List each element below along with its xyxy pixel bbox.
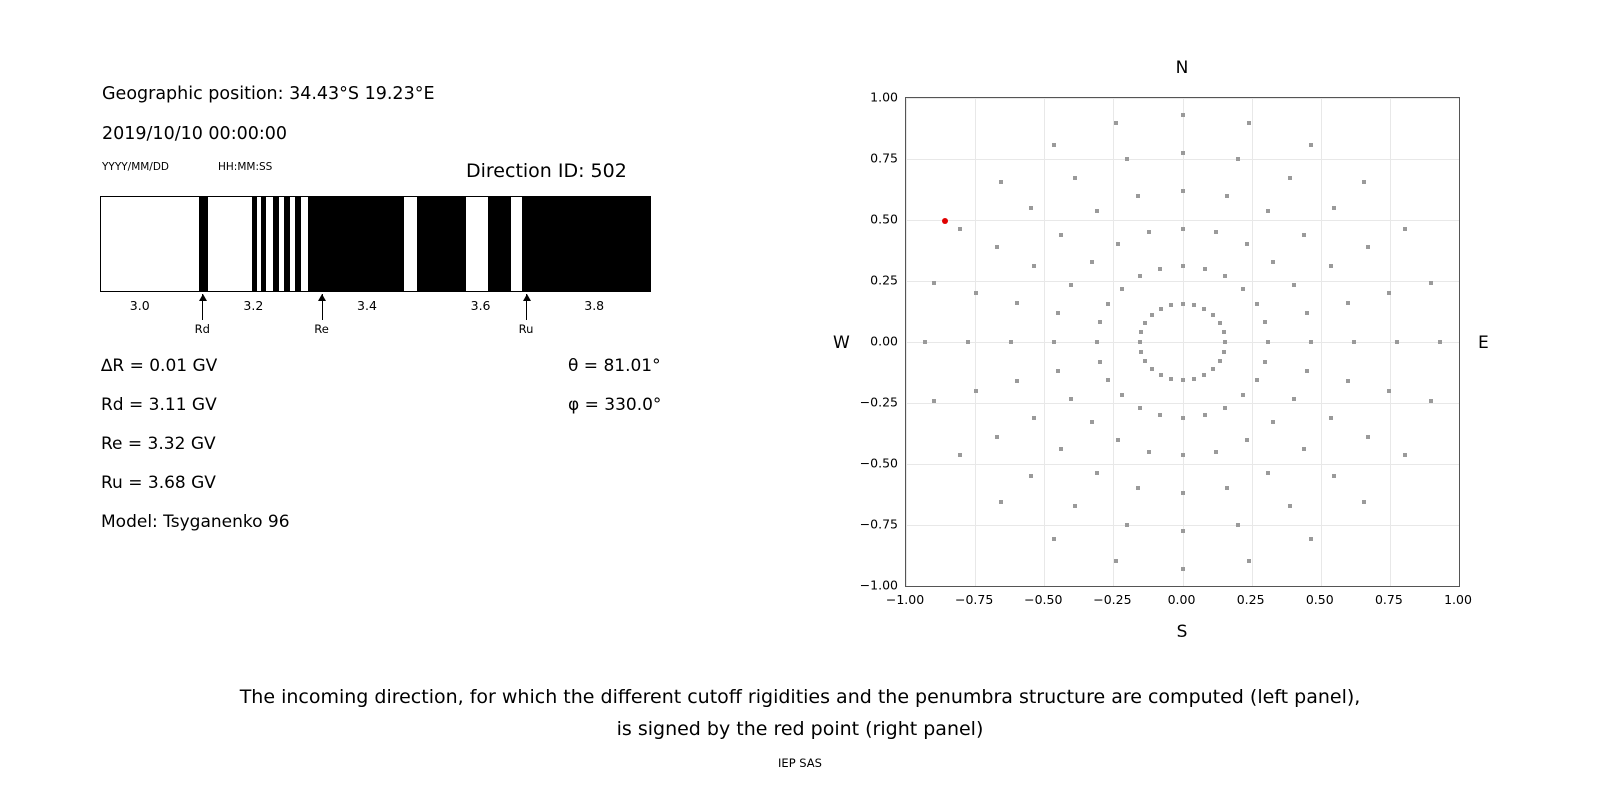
gridline-horizontal	[906, 342, 1459, 343]
direction-point[interactable]	[1169, 377, 1173, 381]
penumbra-tick-label: 3.6	[470, 298, 491, 313]
penumbra-tick-label: 3.0	[129, 298, 150, 313]
direction-point[interactable]	[974, 291, 978, 295]
direction-point[interactable]	[1192, 303, 1196, 307]
direction-point[interactable]	[1222, 330, 1226, 334]
y-tick-label: −0.75	[859, 516, 898, 532]
direction-point[interactable]	[958, 227, 962, 231]
direction-point[interactable]	[1329, 264, 1333, 268]
gridline-horizontal	[906, 159, 1459, 160]
footer-credit: IEP SAS	[778, 756, 822, 770]
direction-point[interactable]	[1095, 340, 1099, 344]
gridline-horizontal	[906, 525, 1459, 526]
direction-point[interactable]	[1211, 367, 1215, 371]
direction-point[interactable]	[1263, 320, 1267, 324]
direction-point[interactable]	[1090, 260, 1094, 264]
direction-point[interactable]	[966, 340, 970, 344]
penumbra-tick-label: 3.2	[243, 298, 264, 313]
direction-point[interactable]	[1266, 471, 1270, 475]
selected-direction-point[interactable]	[942, 218, 948, 224]
direction-point[interactable]	[1214, 230, 1218, 234]
stat-phi: φ = 330.0°	[568, 395, 662, 415]
direction-point[interactable]	[923, 340, 927, 344]
direction-point[interactable]	[1116, 438, 1120, 442]
direction-point[interactable]	[1387, 291, 1391, 295]
direction-point[interactable]	[1214, 450, 1218, 454]
stat-theta: θ = 81.01°	[568, 356, 661, 376]
penumbra-band	[261, 197, 267, 291]
direction-point[interactable]	[1223, 340, 1227, 344]
direction-point[interactable]	[1059, 447, 1063, 451]
direction-point[interactable]	[1218, 359, 1222, 363]
direction-point[interactable]	[1223, 406, 1227, 410]
penumbra-marker-label: Ru	[518, 322, 534, 336]
direction-point[interactable]	[1429, 281, 1433, 285]
direction-point[interactable]	[1366, 245, 1370, 249]
direction-point[interactable]	[1159, 307, 1163, 311]
direction-point[interactable]	[1114, 559, 1118, 563]
direction-point[interactable]	[1225, 194, 1229, 198]
direction-point[interactable]	[1211, 313, 1215, 317]
direction-point[interactable]	[1125, 157, 1129, 161]
sky-map-plot	[905, 97, 1460, 587]
direction-point[interactable]	[995, 435, 999, 439]
direction-point[interactable]	[1332, 206, 1336, 210]
penumbra-chart	[100, 196, 651, 292]
compass-label-west: W	[833, 333, 850, 353]
time-format-hint: HH:MM:SS	[218, 161, 273, 173]
x-tick-label: 0.00	[1167, 592, 1196, 607]
penumbra-marker-label: Rd	[194, 322, 210, 336]
penumbra-band	[488, 197, 510, 291]
direction-point[interactable]	[932, 281, 936, 285]
direction-point[interactable]	[1032, 416, 1036, 420]
direction-point[interactable]	[1403, 227, 1407, 231]
direction-point[interactable]	[1245, 242, 1249, 246]
direction-point[interactable]	[1073, 176, 1077, 180]
direction-point[interactable]	[1305, 369, 1309, 373]
direction-point[interactable]	[1181, 378, 1185, 382]
penumbra-band	[252, 197, 257, 291]
gridline-horizontal	[906, 586, 1459, 587]
caption-line-1: The incoming direction, for which the different cutoff rigidities and the penumbra structure are computed (left panel),	[239, 686, 1361, 708]
direction-point[interactable]	[1366, 435, 1370, 439]
direction-point[interactable]	[1139, 350, 1143, 354]
direction-point[interactable]	[1346, 301, 1350, 305]
direction-point[interactable]	[1395, 340, 1399, 344]
penumbra-marker-re	[322, 294, 323, 320]
direction-point[interactable]	[1309, 340, 1313, 344]
penumbra-marker-ru	[526, 294, 527, 320]
direction-point[interactable]	[1056, 369, 1060, 373]
direction-point[interactable]	[1305, 311, 1309, 315]
gridline-vertical	[1459, 98, 1460, 586]
direction-point[interactable]	[1181, 491, 1185, 495]
direction-point[interactable]	[1245, 438, 1249, 442]
stat-delta-r: ∆R = 0.01 GV	[101, 356, 218, 376]
direction-point[interactable]	[1181, 453, 1185, 457]
penumbra-band	[273, 197, 279, 291]
direction-point[interactable]	[1029, 474, 1033, 478]
direction-point[interactable]	[1332, 474, 1336, 478]
x-tick-label: −1.00	[885, 592, 925, 607]
y-tick-label: 0.00	[870, 333, 898, 349]
direction-point[interactable]	[1362, 180, 1366, 184]
direction-point[interactable]	[1136, 486, 1140, 490]
direction-point[interactable]	[1302, 447, 1306, 451]
direction-point[interactable]	[1241, 393, 1245, 397]
direction-point[interactable]	[974, 389, 978, 393]
gridline-horizontal	[906, 98, 1459, 99]
direction-point[interactable]	[1136, 194, 1140, 198]
direction-point[interactable]	[1032, 264, 1036, 268]
direction-point[interactable]	[1202, 373, 1206, 377]
stat-re: Re = 3.32 GV	[101, 434, 216, 454]
datetime-text: 2019/10/10 00:00:00	[102, 124, 288, 144]
direction-point[interactable]	[1255, 302, 1259, 306]
penumbra-tick-label: 3.8	[584, 298, 605, 313]
compass-label-south: S	[1176, 622, 1188, 642]
direction-point[interactable]	[1052, 340, 1056, 344]
gridline-horizontal	[906, 281, 1459, 282]
direction-point[interactable]	[1181, 227, 1185, 231]
direction-point[interactable]	[1114, 121, 1118, 125]
y-tick-label: 1.00	[870, 89, 898, 105]
penumbra-band	[295, 197, 301, 291]
direction-point[interactable]	[999, 500, 1003, 504]
direction-point[interactable]	[1346, 379, 1350, 383]
stat-ru: Ru = 3.68 GV	[101, 473, 216, 493]
stat-rd: Rd = 3.11 GV	[101, 395, 217, 415]
direction-point[interactable]	[1143, 321, 1147, 325]
direction-point[interactable]	[1181, 151, 1185, 155]
y-tick-label: −1.00	[859, 577, 898, 593]
direction-point[interactable]	[1138, 406, 1142, 410]
x-tick-label: −0.50	[1024, 592, 1063, 607]
direction-point[interactable]	[1247, 559, 1251, 563]
penumbra-band	[308, 197, 404, 291]
gridline-horizontal	[906, 464, 1459, 465]
direction-point[interactable]	[1095, 209, 1099, 213]
y-tick-label: 0.25	[870, 272, 898, 288]
direction-point[interactable]	[1143, 359, 1147, 363]
y-tick-label: −0.25	[859, 394, 898, 410]
x-tick-label: 0.50	[1305, 592, 1334, 607]
x-tick-label: −0.25	[1093, 592, 1132, 607]
direction-point[interactable]	[1236, 523, 1240, 527]
direction-point[interactable]	[1159, 373, 1163, 377]
direction-point[interactable]	[1309, 143, 1313, 147]
direction-point[interactable]	[1138, 274, 1142, 278]
penumbra-band	[522, 197, 651, 291]
penumbra-marker-rd	[202, 294, 203, 320]
direction-point[interactable]	[999, 180, 1003, 184]
direction-point[interactable]	[1271, 260, 1275, 264]
direction-point[interactable]	[1095, 471, 1099, 475]
penumbra-marker-label: Re	[314, 322, 329, 336]
direction-point[interactable]	[1302, 233, 1306, 237]
direction-point[interactable]	[1147, 230, 1151, 234]
direction-id-text: Direction ID: 502	[466, 160, 627, 182]
direction-point[interactable]	[1438, 340, 1442, 344]
right-panel	[800, 0, 1600, 660]
direction-point[interactable]	[1169, 303, 1173, 307]
direction-point[interactable]	[1271, 420, 1275, 424]
penumbra-tick-label: 3.4	[357, 298, 377, 313]
direction-point[interactable]	[1029, 206, 1033, 210]
penumbra-band	[284, 197, 289, 291]
geographic-position-text: Geographic position: 34.43°S 19.23°E	[102, 84, 435, 104]
direction-point[interactable]	[1329, 416, 1333, 420]
direction-point[interactable]	[1225, 486, 1229, 490]
direction-point[interactable]	[1120, 393, 1124, 397]
direction-point[interactable]	[1263, 360, 1267, 364]
direction-point[interactable]	[1236, 157, 1240, 161]
x-tick-label: 0.75	[1374, 592, 1403, 607]
x-tick-label: 1.00	[1444, 592, 1472, 607]
direction-point[interactable]	[1106, 378, 1110, 382]
stat-model: Model: Tsyganenko 96	[101, 512, 290, 532]
direction-point[interactable]	[1090, 420, 1094, 424]
direction-point[interactable]	[1116, 242, 1120, 246]
direction-point[interactable]	[1098, 320, 1102, 324]
direction-point[interactable]	[1292, 283, 1296, 287]
direction-point[interactable]	[1192, 377, 1196, 381]
direction-point[interactable]	[1288, 504, 1292, 508]
direction-point[interactable]	[1015, 379, 1019, 383]
direction-point[interactable]	[1218, 321, 1222, 325]
direction-point[interactable]	[1292, 397, 1296, 401]
direction-point[interactable]	[1181, 189, 1185, 193]
gridline-horizontal	[906, 220, 1459, 221]
direction-point[interactable]	[1352, 340, 1356, 344]
direction-point[interactable]	[1158, 267, 1162, 271]
compass-label-north: N	[1175, 58, 1189, 78]
direction-point[interactable]	[1139, 330, 1143, 334]
direction-point[interactable]	[1147, 450, 1151, 454]
direction-point[interactable]	[1247, 121, 1251, 125]
y-tick-label: 0.50	[870, 211, 898, 227]
y-tick-label: −0.50	[859, 455, 898, 471]
direction-point[interactable]	[1125, 523, 1129, 527]
date-format-hint: YYYY/MM/DD	[102, 161, 170, 173]
direction-point[interactable]	[1098, 360, 1102, 364]
direction-point[interactable]	[1056, 311, 1060, 315]
caption-line-2: is signed by the red point (right panel)	[616, 718, 984, 740]
direction-point[interactable]	[1309, 537, 1313, 541]
penumbra-band	[417, 197, 466, 291]
direction-point[interactable]	[995, 245, 999, 249]
direction-point[interactable]	[1052, 143, 1056, 147]
direction-point[interactable]	[1052, 537, 1056, 541]
x-tick-label: −0.75	[954, 592, 994, 607]
left-panel	[0, 0, 800, 660]
direction-point[interactable]	[1255, 378, 1259, 382]
direction-point[interactable]	[1266, 340, 1270, 344]
penumbra-axis	[100, 292, 651, 352]
penumbra-band	[199, 197, 208, 291]
x-tick-label: 0.25	[1236, 592, 1265, 607]
y-tick-label: 0.75	[870, 150, 898, 166]
direction-point[interactable]	[1120, 287, 1124, 291]
direction-point[interactable]	[1223, 274, 1227, 278]
direction-point[interactable]	[1429, 399, 1433, 403]
direction-point[interactable]	[1266, 209, 1270, 213]
direction-point[interactable]	[958, 453, 962, 457]
direction-point[interactable]	[1106, 302, 1110, 306]
direction-point[interactable]	[1222, 350, 1226, 354]
direction-point[interactable]	[1403, 453, 1407, 457]
direction-point[interactable]	[1181, 302, 1185, 306]
direction-point[interactable]	[1387, 389, 1391, 393]
direction-point[interactable]	[1150, 367, 1154, 371]
direction-point[interactable]	[1069, 397, 1073, 401]
direction-point[interactable]	[1059, 233, 1063, 237]
direction-point[interactable]	[1158, 413, 1162, 417]
direction-point[interactable]	[1203, 267, 1207, 271]
penumbra-band-strip	[100, 196, 651, 292]
direction-point[interactable]	[1009, 340, 1013, 344]
direction-point[interactable]	[1202, 307, 1206, 311]
direction-point[interactable]	[1241, 287, 1245, 291]
direction-point[interactable]	[1015, 301, 1019, 305]
compass-label-east: E	[1478, 333, 1489, 353]
gridline-horizontal	[906, 403, 1459, 404]
direction-point[interactable]	[1181, 264, 1185, 268]
direction-point[interactable]	[1181, 416, 1185, 420]
direction-point[interactable]	[1138, 340, 1142, 344]
direction-point[interactable]	[1181, 529, 1185, 533]
direction-point[interactable]	[1203, 413, 1207, 417]
direction-point[interactable]	[1288, 176, 1292, 180]
direction-point[interactable]	[932, 399, 936, 403]
direction-point[interactable]	[1181, 113, 1185, 117]
direction-point[interactable]	[1150, 313, 1154, 317]
direction-point[interactable]	[1362, 500, 1366, 504]
direction-point[interactable]	[1069, 283, 1073, 287]
direction-point[interactable]	[1181, 567, 1185, 571]
direction-point[interactable]	[1073, 504, 1077, 508]
